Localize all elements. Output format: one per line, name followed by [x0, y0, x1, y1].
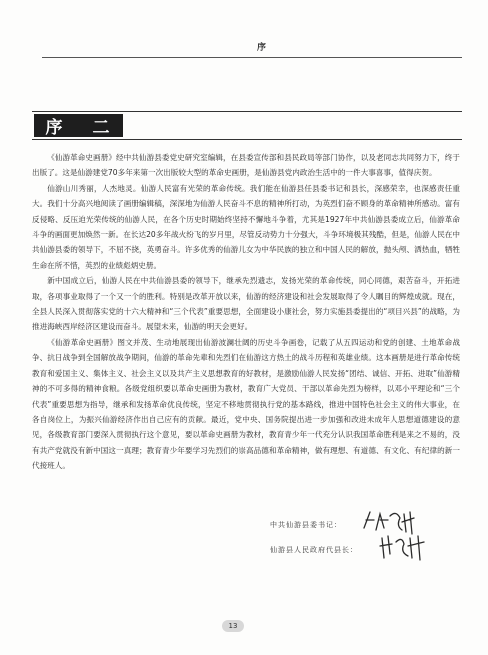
section-title-bar [32, 111, 462, 140]
section-title: 序 二 [34, 114, 123, 137]
signature-title-county-head: 仙游县人民政府代县长： [270, 546, 358, 554]
running-head: 序 [257, 43, 268, 53]
page-number: 13 [222, 620, 244, 632]
header-rule [42, 57, 462, 58]
paragraph: 《仙游革命史画册》经中共仙游县委党史研究室编辑，在县委宣传部和县民政局等部门协作，以及老同志共同努力下，终于出版了。这是仙游建党70多年来第一次出版较大型的革命史画册，是仙游县党内政治生活中的一件大事喜事，值得庆贺。 [32, 153, 460, 178]
body-text [32, 150, 460, 474]
handwritten-signature-county-head [378, 532, 430, 562]
signature-title-party-secretary: 中共仙游县委书记： [270, 521, 342, 529]
paragraph: 仙游山川秀丽，人杰地灵。仙游人民富有光荣的革命传统。我们能在仙游县任县委书记和县长，深感荣幸，也深感责任重大。我们十分高兴地阅读了画册编辑稿，深深地为仙游人民奋斗不息的精神所打动，为英烈们奋不顾身的革命精神所感动。富有反侵略、反压迫光荣传统的仙游人民，在各个历史时期始终坚持不懈地斗争着，尤其是1927年中共仙游县委成立后，仙游革命斗争的画面更加焕然一新。在长达20多年战火纷飞的岁月里，尽管反动势力十分强大，斗争环境极其残酷，但是，仙游人民在中共仙游县委的领导下，不屈不挠，英勇奋斗。许多优秀的仙游儿女为中华民族的独立和中国人民的解放，抛头颅、洒热血，牺牲生命在所不惜，英烈的业绩彪炳史册。 [32, 183, 460, 270]
paragraph: 新中国成立后，仙游人民在中共仙游县委的领导下，继承先烈遗志，发扬光荣的革命传统，同心同德，艰苦奋斗，开拓进取，各项事业取得了一个又一个的胜利。特别是改革开放以来，仙游的经济建设和社会发展取得了令人瞩目的辉煌成就。现在，全县人民深入贯彻落实党的十六大精神和“三个代表”重要思想，全面建设小康社会，努力实施县委提出的“项目兴县”的战略，为推进海峡西岸经济区建设而奋斗。展望未来，仙游的明天会更好。 [32, 276, 460, 332]
paragraph: 《仙游革命史画册》图文并茂、生动地展现出仙游波澜壮阔的历史斗争画卷，记载了从五四运动和党的创建、土地革命战争、抗日战争到全国解放战争期间，仙游的革命先辈和先烈们在仙游这方热土的战斗历程和英雄业绩。这本画册是进行革命传统教育和爱国主义、集体主义、社会主义以及共产主义思想教育的好教材，是激励仙游人民发扬“团结、诚信、开拓、进取”仙游精神的不可多得的精神食粮。各级党组织要以革命史画册为教材，教育广大党员、干部以革命先烈为榜样，以邓小平理论和“三个代表”重要思想为指导，继承和发扬革命优良传统，坚定不移地贯彻执行党的基本路线，推进中国特色社会主义的伟大事业，在各自岗位上，为振兴仙游经济作出自己应有的贡献。最近，党中央、国务院提出进一步加强和改进未成年人思想道德建设的意见，各级教育部门要深入贯彻执行这个意见，要以革命史画册为教材，教育青少年一代充分认识我国革命胜利是来之不易的，没有共产党就没有新中国这一真理；教育青少年要学习先烈们的崇高品德和革命精神，做有理想、有道德、有文化、有纪律的新一代接班人。 [32, 337, 460, 471]
